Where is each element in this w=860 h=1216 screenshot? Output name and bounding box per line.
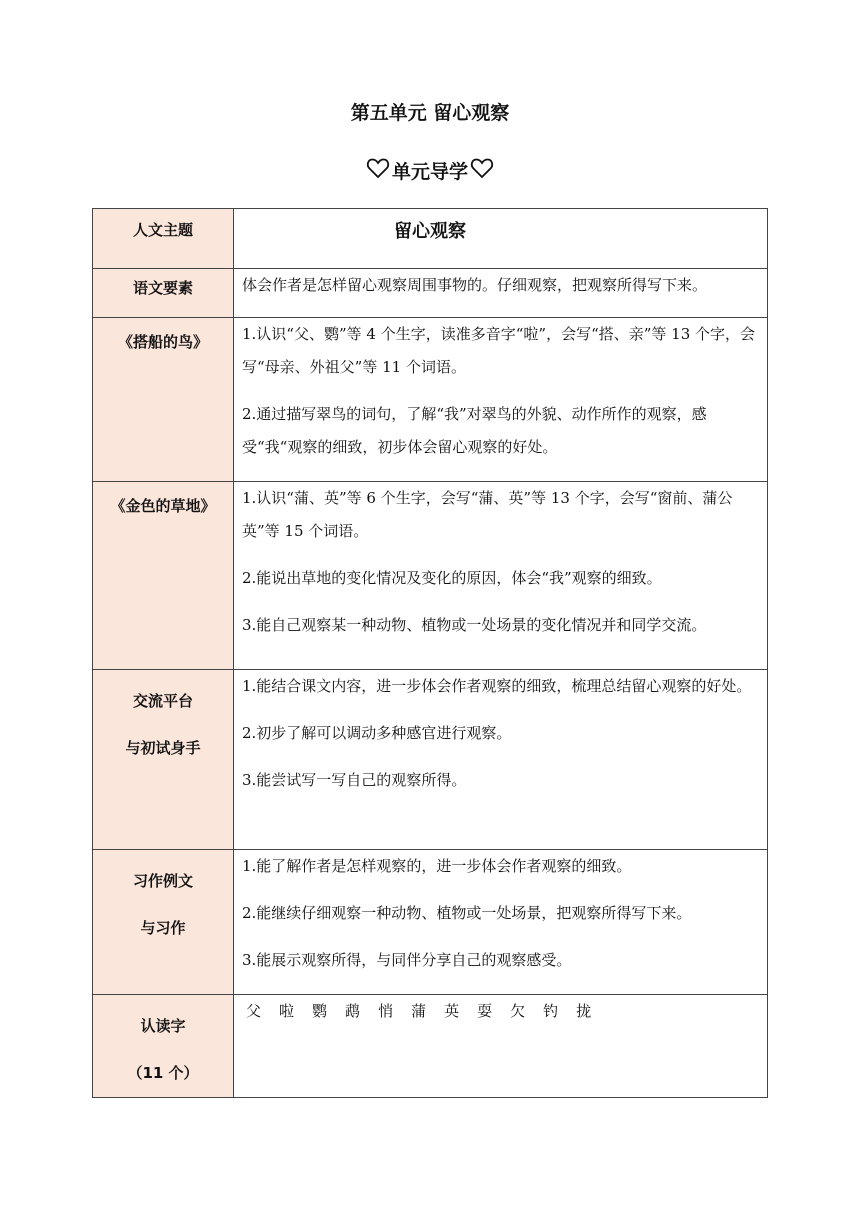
row-label	[93, 670, 234, 850]
reading-char: 悄	[378, 1002, 394, 1020]
row-content	[234, 670, 768, 850]
char-list	[242, 995, 761, 1028]
reading-char: 钓	[543, 1002, 559, 1020]
label-line: 习作例文	[132, 872, 193, 890]
row-label	[93, 269, 234, 318]
row-content	[234, 269, 768, 318]
row-content	[234, 318, 768, 482]
row-lesson-boat-bird	[93, 318, 768, 482]
row-theme	[93, 209, 768, 269]
label-line: 语文要素	[132, 279, 193, 297]
reading-char: 鹉	[345, 1002, 361, 1020]
objective-item: 3.能展示观察所得，与同伴分享自己的观察感受。	[242, 951, 572, 969]
objective-item: 1.能结合课文内容，进一步体会作者观察的细致，梳理总结留心观察的好处。	[242, 677, 752, 695]
row-content	[234, 209, 768, 269]
row-content	[234, 482, 768, 670]
row-exchange-platform	[93, 670, 768, 850]
row-lesson-golden-grass	[93, 482, 768, 670]
label-line: 《搭船的鸟》	[117, 333, 208, 351]
reading-char: 欠	[510, 1002, 526, 1020]
label-line: 《金色的草地》	[110, 497, 216, 515]
objective-item: 2.初步了解可以调动多种感官进行观察。	[242, 724, 512, 742]
objective-item: 3.能尝试写一写自己的观察所得。	[242, 771, 467, 789]
reading-char: 拢	[576, 1002, 592, 1020]
row-label	[93, 995, 234, 1098]
theme-value: 留心观察	[394, 221, 466, 242]
reading-char: 蒲	[411, 1002, 427, 1020]
label-line: 与习作	[140, 919, 186, 937]
subtitle-text: 单元导学	[391, 161, 468, 183]
label-line: 交流平台	[132, 692, 193, 710]
reading-char: 耍	[477, 1002, 493, 1020]
objective-item: 1.认识“蒲、英”等 6 个生字，会写“蒲、英”等 13 个字，会写“窗前、蒲公英”等 15 个词语。	[242, 489, 733, 540]
unit-guide-table	[92, 208, 768, 1098]
label-line: 与初试身手	[125, 739, 201, 757]
row-writing-example	[93, 850, 768, 995]
label-line: 认读字	[140, 1017, 186, 1035]
heart-icon	[470, 157, 494, 184]
reading-char: 鹦	[312, 1002, 328, 1020]
objective-item: 2.通过描写翠鸟的词句，了解“我”对翠鸟的外貌、动作所作的观察，感受“我“观察的细致，初步体会留心观察的好处。	[242, 405, 707, 456]
objective-item: 1.认识“父、鹦”等 4 个生字，读准多音字“啦”，会写“搭、亲”等 13 个字，会写“母亲、外祖父”等 11 个词语。	[242, 325, 756, 376]
row-content	[234, 995, 768, 1098]
row-label	[93, 850, 234, 995]
heart-icon	[366, 157, 390, 184]
reading-char: 英	[444, 1002, 460, 1020]
label-line: 人文主题	[132, 221, 193, 239]
reading-char: 父	[246, 1002, 262, 1020]
reading-char: 啦	[279, 1002, 295, 1020]
row-label	[93, 482, 234, 670]
objective-item: 2.能继续仔细观察一种动物、植物或一处场景，把观察所得写下来。	[242, 904, 692, 922]
row-label	[93, 318, 234, 482]
objective-item: 3.能自己观察某一种动物、植物或一处场景的变化情况并和同学交流。	[242, 616, 707, 634]
section-subtitle	[0, 157, 860, 184]
objective-item: 体会作者是怎样留心观察周围事物的。仔细观察，把观察所得写下来。	[242, 276, 708, 294]
label-line: （11 个）	[127, 1064, 199, 1082]
objective-item: 2.能说出草地的变化情况及变化的原因，体会“我”观察的细致。	[242, 569, 662, 587]
objective-item: 1.能了解作者是怎样观察的，进一步体会作者观察的细致。	[242, 857, 632, 875]
row-reading-chars	[93, 995, 768, 1098]
row-content	[234, 850, 768, 995]
row-language-element	[93, 269, 768, 318]
row-label	[93, 209, 234, 269]
page-title: 第五单元 留心观察	[350, 102, 510, 124]
